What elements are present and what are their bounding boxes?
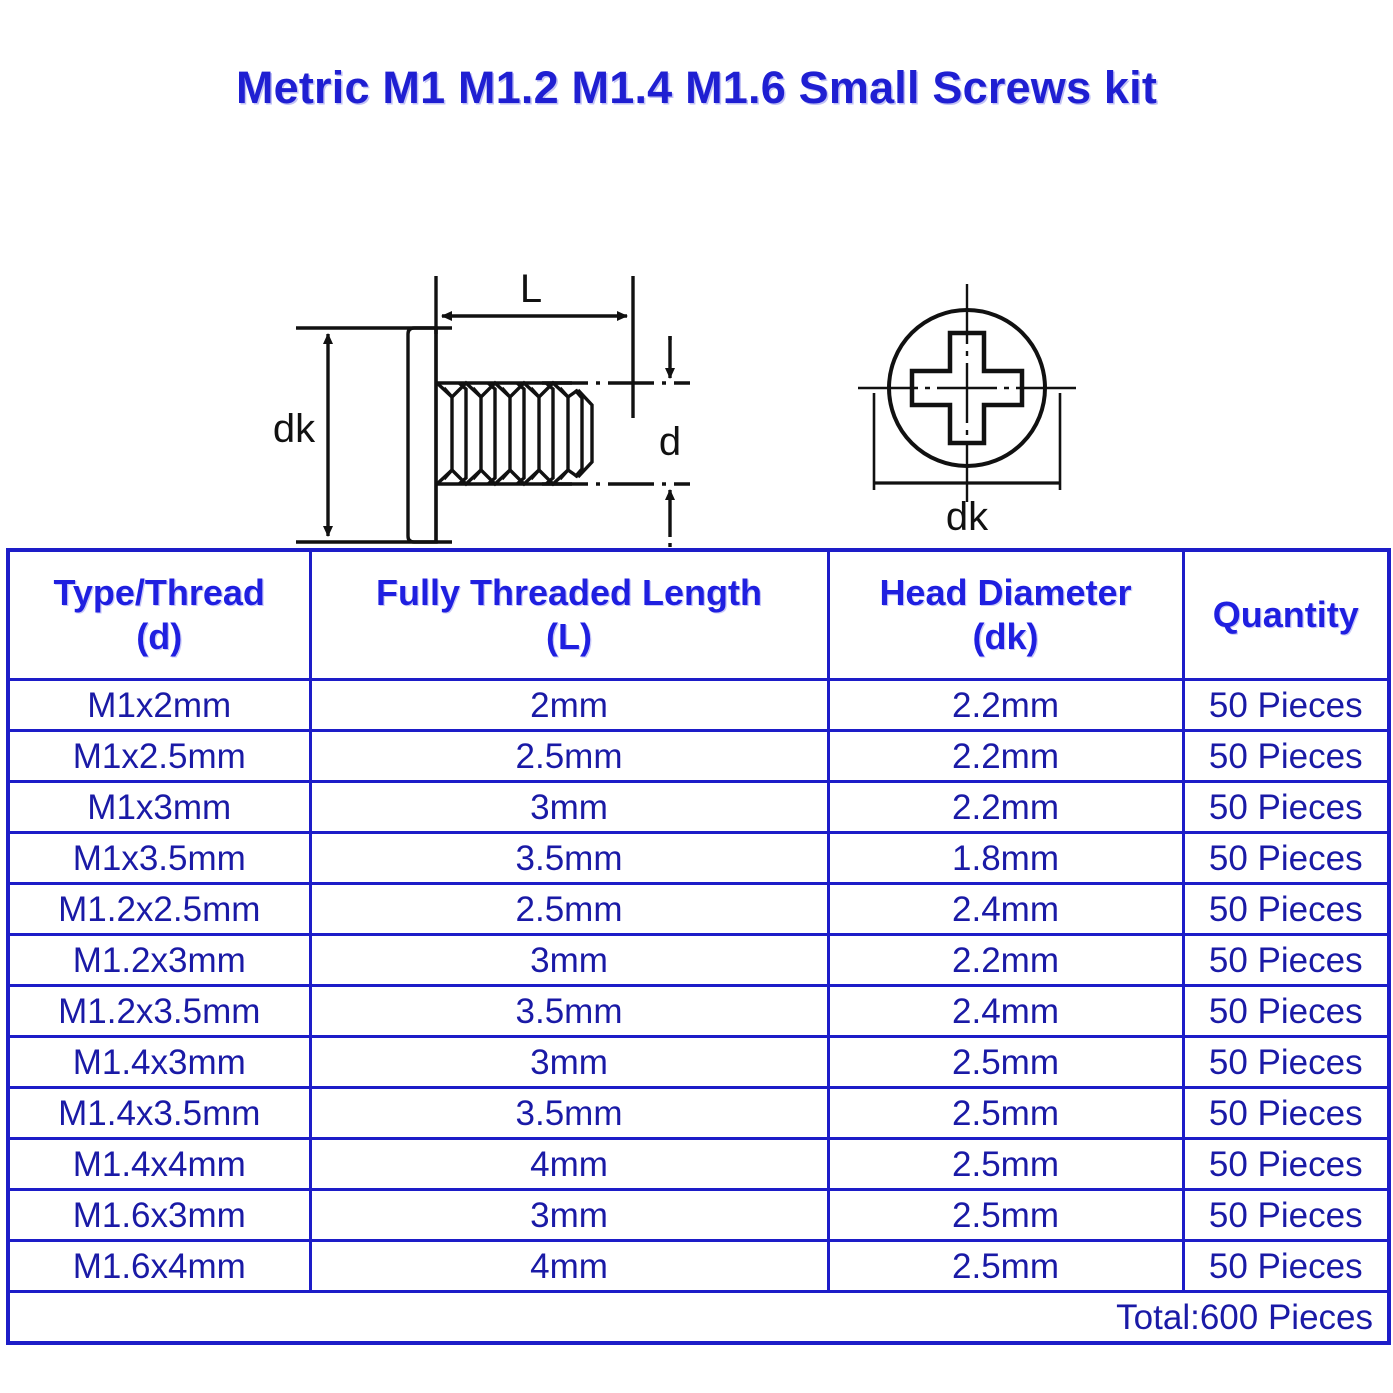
cell-length: 2.5mm — [310, 884, 828, 935]
cell-type-thread: M1.6x3mm — [8, 1190, 310, 1241]
cell-length: 3mm — [310, 782, 828, 833]
column-header-head-diameter-sub: (dk) — [972, 616, 1039, 657]
cell-type-thread: M1.6x4mm — [8, 1241, 310, 1292]
table-row — [8, 782, 1389, 833]
cell-head-diameter: 2.2mm — [828, 731, 1183, 782]
column-header-quantity — [1183, 550, 1389, 680]
column-header-length-sub: (L) — [546, 616, 592, 657]
cell-type-thread: M1x2.5mm — [8, 731, 310, 782]
table-row — [8, 680, 1389, 731]
column-header-type-thread-main: Type/Thread — [53, 572, 265, 614]
screw-diagram-area — [0, 78, 1393, 539]
cell-head-diameter: 2.2mm — [828, 935, 1183, 986]
cell-type-thread: M1x2mm — [8, 680, 310, 731]
cell-length: 3.5mm — [310, 1088, 828, 1139]
cell-quantity: 50 Pieces — [1183, 1088, 1389, 1139]
column-header-head-diameter-main: Head Diameter — [879, 572, 1132, 614]
spec-table-head — [8, 550, 1389, 680]
label-head-diameter-dk-top: dk — [945, 495, 989, 539]
cell-length: 3mm — [310, 1037, 828, 1088]
cell-quantity: 50 Pieces — [1183, 884, 1389, 935]
cell-head-diameter: 2.5mm — [828, 1190, 1183, 1241]
column-header-length-main: Fully Threaded Length — [375, 572, 762, 614]
cell-quantity: 50 Pieces — [1183, 1139, 1389, 1190]
cell-head-diameter: 1.8mm — [828, 833, 1183, 884]
table-row — [8, 935, 1389, 986]
screw-spec-table — [6, 548, 1391, 1345]
table-row — [8, 1241, 1389, 1292]
cell-type-thread: M1.4x3mm — [8, 1037, 310, 1088]
screw-side-view-group — [296, 276, 690, 566]
cell-type-thread: M1x3.5mm — [8, 833, 310, 884]
cell-quantity: 50 Pieces — [1183, 731, 1389, 782]
table-row — [8, 1190, 1389, 1241]
cell-head-diameter: 2.4mm — [828, 884, 1183, 935]
table-row — [8, 731, 1389, 782]
cell-quantity: 50 Pieces — [1183, 1241, 1389, 1292]
cell-quantity: 50 Pieces — [1183, 833, 1389, 884]
total-pieces-label: Total:600 Pieces — [8, 1292, 1389, 1344]
spec-table-body — [8, 680, 1389, 1292]
cell-head-diameter: 2.2mm — [828, 680, 1183, 731]
column-header-head-diameter — [828, 550, 1183, 680]
cell-quantity: 50 Pieces — [1183, 1037, 1389, 1088]
cell-head-diameter: 2.5mm — [828, 1139, 1183, 1190]
cell-quantity: 50 Pieces — [1183, 680, 1389, 731]
cell-quantity: 50 Pieces — [1183, 1190, 1389, 1241]
cell-head-diameter: 2.5mm — [828, 1241, 1183, 1292]
spec-table-wrapper — [6, 548, 1387, 1345]
table-row — [8, 986, 1389, 1037]
cell-type-thread: M1.2x3.5mm — [8, 986, 310, 1037]
label-head-diameter-dk-side: dk — [272, 407, 316, 451]
cell-length: 2.5mm — [310, 731, 828, 782]
screw-head-top-view-group — [858, 284, 1078, 504]
column-header-type-thread — [8, 550, 310, 680]
total-row — [8, 1292, 1389, 1344]
screw-technical-drawing — [0, 78, 1393, 539]
table-row — [8, 1088, 1389, 1139]
cell-head-diameter: 2.5mm — [828, 1088, 1183, 1139]
page-title-bar — [0, 0, 1393, 113]
cell-length: 2mm — [310, 680, 828, 731]
cell-length: 3mm — [310, 935, 828, 986]
cell-length: 4mm — [310, 1139, 828, 1190]
cell-type-thread: M1.2x3mm — [8, 935, 310, 986]
column-header-quantity-main: Quantity — [1212, 594, 1359, 636]
cell-type-thread: M1.4x4mm — [8, 1139, 310, 1190]
cell-head-diameter: 2.5mm — [828, 1037, 1183, 1088]
cell-length: 4mm — [310, 1241, 828, 1292]
cell-quantity: 50 Pieces — [1183, 782, 1389, 833]
cell-head-diameter: 2.4mm — [828, 986, 1183, 1037]
page-title: Metric M1 M1.2 M1.4 M1.6 Small Screws kit — [235, 62, 1158, 113]
label-thread-diameter-d: d — [658, 420, 682, 464]
cell-quantity: 50 Pieces — [1183, 986, 1389, 1037]
cell-length: 3.5mm — [310, 833, 828, 884]
label-length-L: L — [519, 267, 543, 311]
column-header-type-thread-sub: (d) — [136, 616, 183, 657]
cell-length: 3.5mm — [310, 986, 828, 1037]
table-row — [8, 1139, 1389, 1190]
column-header-length — [310, 550, 828, 680]
cell-type-thread: M1.2x2.5mm — [8, 884, 310, 935]
spec-table-foot — [8, 1292, 1389, 1344]
table-row — [8, 1037, 1389, 1088]
cell-type-thread: M1.4x3.5mm — [8, 1088, 310, 1139]
table-row — [8, 884, 1389, 935]
table-header-row — [8, 550, 1389, 680]
cell-quantity: 50 Pieces — [1183, 935, 1389, 986]
table-row — [8, 833, 1389, 884]
cell-length: 3mm — [310, 1190, 828, 1241]
cell-type-thread: M1x3mm — [8, 782, 310, 833]
cell-head-diameter: 2.2mm — [828, 782, 1183, 833]
